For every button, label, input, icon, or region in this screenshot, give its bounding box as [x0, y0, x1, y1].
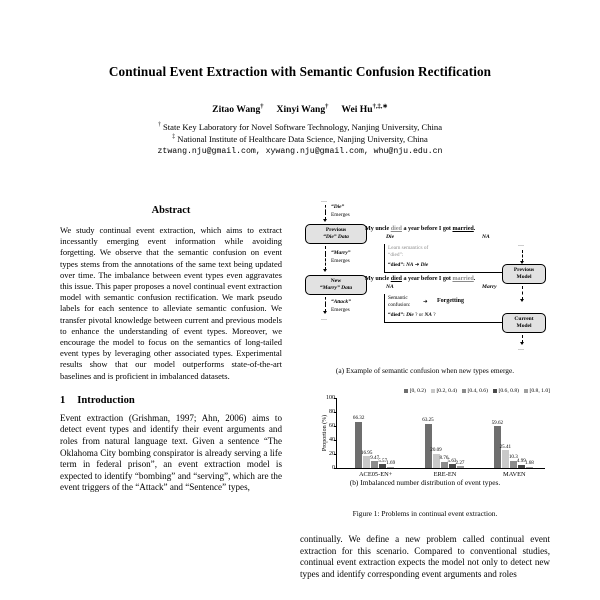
chart-y-axis-label: Proportion (%) — [322, 414, 329, 452]
section-title: Introduction — [77, 394, 135, 406]
author-3: Wei Hu†,‡,∗ — [341, 102, 388, 115]
chart-bar — [422, 417, 434, 468]
chart-y-tickmark-80 — [334, 412, 337, 413]
arrow-glyph-2: ➜ — [423, 299, 428, 305]
stream-emerges-1: Emerges — [331, 212, 350, 218]
stream-dash-5 — [325, 297, 326, 304]
figure-1b-chart — [300, 388, 550, 493]
chart-bar-value: 9.47 — [370, 454, 380, 461]
chart-bar — [370, 454, 380, 468]
sentence-top: My uncle died a year before I got married. — [365, 226, 476, 232]
affiliation-2-text: National Institute of Healthcare Data Science, Nanjing University, China — [177, 134, 428, 144]
tag-top-1: Die — [386, 234, 395, 240]
chart-bar — [508, 454, 518, 468]
chart-y-tickmark-20 — [334, 454, 337, 455]
chart-y-tick-60: 60 — [329, 423, 335, 429]
stream-arrow-3 — [323, 311, 327, 314]
chart-x-tick-label: MAVEN — [503, 471, 526, 478]
arrow-glyph-1: ➜ — [414, 262, 420, 268]
chart-bar-value: 10.3 — [508, 454, 518, 461]
chart-bar-value: 2.27 — [455, 459, 465, 466]
stream-dash-1 — [325, 205, 326, 212]
legend-label-3: [0.6, 0.8) — [498, 388, 519, 394]
chart-bar — [378, 457, 388, 468]
chart-bar-value: 16.95 — [360, 449, 373, 456]
trigger-married-top: married — [452, 226, 474, 232]
figure-1-caption: Figure 1: Problems in continual event extraction. — [352, 509, 498, 518]
chart-y-tick-80: 80 — [329, 409, 335, 415]
affiliation-1 — [0, 122, 600, 132]
chart-bar — [524, 460, 534, 468]
chart-plot-area — [322, 395, 545, 478]
chart-y-tick-40: 40 — [329, 437, 335, 443]
figure-1a-caption: (a) Example of semantic confusion when new types emerge. — [335, 366, 515, 375]
node-previous-model: Previous Model — [502, 264, 546, 284]
stream-emerges-2: Emerges — [331, 258, 350, 264]
section-heading-introduction — [60, 395, 282, 406]
author-emails: ztwang.nju@gmail.com, xywang.nju@gmail.com, whu@nju.edu.cn — [157, 147, 443, 156]
legend-swatch-2 — [462, 389, 466, 393]
chart-bar — [516, 458, 526, 468]
chart-y-tick-20: 20 — [329, 451, 335, 457]
learn-box-line-1: Learn semantics of — [388, 245, 429, 251]
author-3-marks: †,‡,∗ — [372, 102, 388, 110]
abstract-heading: Abstract — [151, 205, 191, 216]
model-ellipsis-top: … — [518, 242, 525, 248]
section-number: 1 — [60, 394, 66, 406]
trigger-married-bottom: married — [452, 276, 474, 282]
affiliation-2 — [0, 134, 600, 144]
legend-item-0 — [404, 388, 426, 394]
affiliation-1-mark: † — [157, 122, 161, 129]
chart-bar — [447, 457, 457, 468]
left-column — [60, 205, 282, 494]
legend-item-2 — [462, 388, 488, 394]
chart-bar-value: 63.25 — [422, 417, 434, 424]
chart-y-tick-100: 100 — [326, 395, 335, 401]
page-title: Continual Event Extraction with Semantic Confusion Rectification — [108, 64, 492, 79]
stream-dash-4 — [325, 254, 326, 270]
tag-top-2: NA — [482, 234, 490, 240]
trigger-died-top: died — [390, 226, 402, 232]
legend-item-1 — [431, 388, 457, 394]
stream-arrow-2 — [323, 269, 327, 272]
stream-dash-3 — [325, 246, 326, 254]
stream-arrow-1 — [323, 219, 327, 222]
chart-bar-value: 59.62 — [491, 419, 504, 426]
chart-bar — [360, 449, 373, 468]
stream-ellipsis-top: … — [321, 198, 328, 204]
chart-bar-value: 25.41 — [499, 443, 512, 450]
chart-bar-value: 4.99 — [516, 458, 526, 465]
abstract-text: We study continual event extraction, which aims to extract incessantly emerging event information while avoiding forgetting. We observe that the semantic confusion on event types stems from the annotations of the same text being updated over time. The imbalance between event types even aggravates this issue. This paper proposes a novel continual event extraction model with semantic confusion rectification. We mark pseudo labels for each sentence to alleviate semantic confusion. We transfer pivotal knowledge between current and previous models to enhance the understanding of event types. Moreover, we encourage the model to focus on the semantics of long-tailed event types by leveraging other associated types. Experimental results show that our model outperforms state-of-the-art baselines and is proficient in imbalanced datasets. — [60, 225, 282, 381]
chart-legend — [322, 388, 550, 394]
stream-emerges-3: Emerges — [331, 307, 350, 313]
chart-bar-value: 8.76 — [439, 455, 449, 462]
learn-box-line-3: “died”: NA ➜ Die — [388, 262, 429, 268]
stream-type-marry: “Marry” — [331, 250, 351, 256]
right-column — [300, 200, 550, 580]
model-arrow-2 — [520, 299, 524, 302]
chart-x-tick-label: ERE-EN — [433, 471, 457, 478]
author-1: Zitao Wang† — [212, 102, 264, 115]
chart-x-tick-label: ACE05-EN+ — [358, 471, 393, 478]
affiliation-1-text: State Key Laboratory for Novel Software Technology, Nanjing University, China — [163, 122, 443, 132]
confusion-box-line-2: confusion: — [388, 302, 411, 308]
figure-1a-diagram — [300, 200, 550, 382]
forgetting-label: Forgetting — [437, 298, 464, 304]
chart-bar-group — [352, 415, 396, 478]
chart-bar-value: 20.09 — [430, 447, 442, 454]
chart-bar — [439, 455, 449, 468]
chart-bar-group — [422, 417, 466, 478]
node-current-model: Current Model — [502, 313, 546, 333]
learn-box-line-2: “died”: — [388, 252, 404, 258]
model-ellipsis-bottom: … — [518, 346, 525, 352]
author-2: Xinyi Wang† — [276, 102, 329, 115]
confusion-box-line-1: Semantic — [388, 295, 408, 301]
model-arrow-3 — [520, 342, 524, 345]
figure-1b-caption: (b) Imbalanced number distribution of event types. — [349, 478, 501, 487]
legend-swatch-4 — [524, 389, 528, 393]
chart-bar-value: 1.69 — [386, 460, 396, 467]
chart-y-tick-0: 0 — [332, 465, 335, 471]
chart-bar-value: 1.68 — [524, 460, 534, 467]
chart-y-tickmark-60 — [334, 426, 337, 427]
chart-bar — [499, 443, 512, 468]
chart-bar — [430, 447, 442, 468]
legend-swatch-1 — [431, 389, 435, 393]
legend-swatch-3 — [493, 389, 497, 393]
tag-bottom-1: NA — [386, 284, 394, 290]
legend-label-1: [0.2, 0.4) — [436, 388, 457, 394]
node-previous-die-data: Previous “Die” Data — [305, 224, 367, 244]
legend-label-2: [0.4, 0.6) — [467, 388, 488, 394]
chart-y-tickmark-100 — [334, 398, 337, 399]
legend-item-4 — [524, 388, 550, 394]
legend-item-3 — [493, 388, 519, 394]
chart-bar-value: 5.63 — [447, 457, 457, 464]
chart-y-tickmark-0 — [334, 468, 337, 469]
introduction-paragraph-right: continually. We define a new problem called continual event extraction for this scenario. Compared to conventional studies, continual event extraction expects the model not only to detect new types and identify corresponding event arguments and roles — [300, 534, 550, 579]
model-dash-2 — [522, 286, 523, 300]
legend-label-4: [0.8, 1.0] — [529, 388, 550, 394]
trigger-died-bottom: died — [390, 276, 402, 282]
stream-ellipsis-bottom: … — [321, 316, 328, 322]
introduction-paragraph-left: Event extraction (Grishman, 1997; Ahn, 2006) aims to detect event types and identify their event arguments and roles from natural language text. Given a sentence “The Oklahoma City bombing conspirator is already serving a life term in federal prison”, an event extraction model is expected to identify “bombing” and “serving”, which are the event triggers of the “Attack” and “Sentence” types, — [60, 412, 282, 493]
confusion-box-line-3: “died”: Die ? or NA ? — [388, 312, 436, 318]
chart-bar — [455, 459, 465, 468]
chart-y-tickmark-40 — [334, 440, 337, 441]
author-1-marks: † — [260, 102, 264, 110]
node-new-marry-data: New “Marry” Data — [305, 275, 367, 295]
legend-label-0: [0, 0.2) — [409, 388, 426, 394]
tag-bottom-2: Marry — [482, 284, 497, 290]
chart-bar-group — [491, 419, 535, 478]
chart-bar-value: 66.32 — [352, 415, 365, 422]
legend-swatch-0 — [404, 389, 408, 393]
chart-bar — [352, 415, 365, 468]
chart-bar-value: 5.57 — [378, 457, 388, 464]
affiliation-2-mark: ‡ — [172, 134, 176, 141]
author-2-marks: † — [325, 102, 329, 110]
author-list — [0, 104, 600, 115]
sentence-bottom: My uncle died a year before I got married. — [365, 276, 476, 282]
stream-type-attack: “Attack” — [331, 299, 351, 305]
chart-bar — [386, 460, 396, 468]
stream-type-die: “Die” — [331, 204, 345, 210]
